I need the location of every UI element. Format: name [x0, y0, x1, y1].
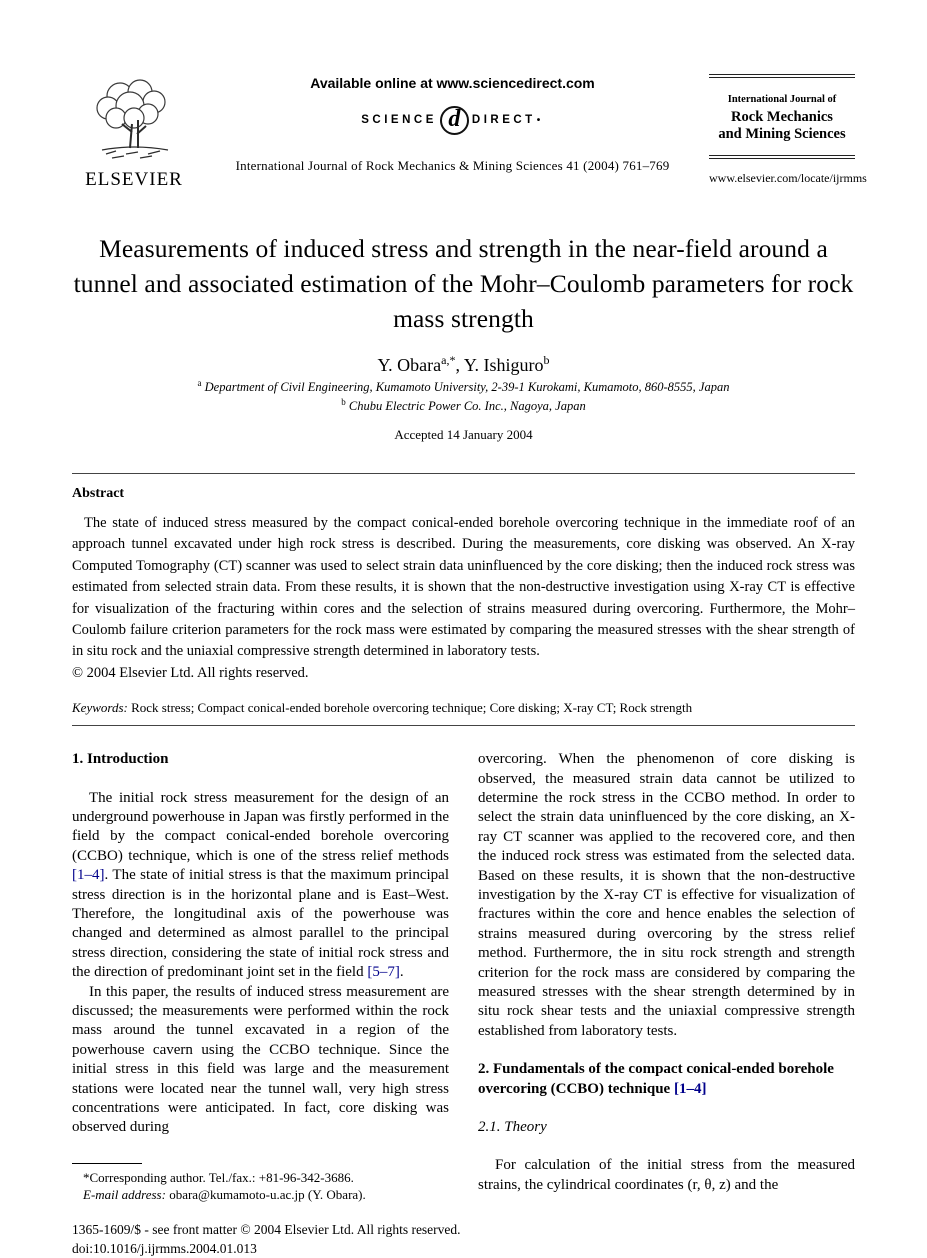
sciencedirect-d-icon: d — [440, 106, 469, 135]
imprint-footer — [72, 1220, 855, 1258]
abstract-top-rule — [72, 473, 855, 474]
journal-box-line3: and Mining Sciences — [718, 126, 846, 142]
intro-paragraph-1: The initial rock stress measurement for the design of an underground powerhouse in Japan was firstly performed in the field by the compact conical-ended borehole overcoring (CCBO) technique, which is one of the stress relief methods [1–4]. The state of initial stress is that the maximum principal stress direction is in the horizontal plane and is East–West. Therefore, the longitudinal axis of the powerhouse was changed and determined as almost parallel to the principal stress direction, considering the state of initial rock stress and the direction of predominant joint set in the field [5–7]. — [72, 789, 449, 981]
right-column — [478, 750, 855, 1207]
journal-box-line2: Rock Mechanics — [731, 109, 833, 125]
doi-line: doi:10.1016/j.ijrmms.2004.01.013 — [72, 1241, 257, 1257]
authors-line — [72, 353, 855, 376]
sciencedirect-direct-text: DIRECT — [471, 114, 536, 126]
corresponding-author-footnote — [72, 1163, 449, 1207]
section-2-1-heading: 2.1. Theory — [478, 1119, 547, 1136]
citation-link[interactable]: [1–4] — [673, 1080, 707, 1097]
email-label: E-mail address: — [83, 1186, 166, 1202]
intro-paragraph-2: In this paper, the results of induced stress measurement are discussed; the measurements were performed within the rock mass around the tunnel excavated in a region of the powerhouse cavern using the CCBO technique. Since the initial stress in this field was large and the measurement stations were located near the tunnel wall, very high stress concentrations were anticipated. In fact, core disking was observed during — [72, 983, 449, 1136]
elsevier-wordmark: ELSEVIER — [85, 169, 183, 190]
author-2: , Y. Ishiguro — [455, 354, 544, 375]
author-1: Y. Obara — [377, 354, 442, 375]
citation-link[interactable]: [1–4] — [72, 867, 105, 884]
keywords-label: Keywords: — [72, 700, 128, 716]
sciencedirect-science-text: SCIENCE — [361, 114, 437, 126]
journal-website-link: www.elsevier.com/locate/ijrmms — [709, 171, 867, 185]
section-1-heading: 1. Introduction — [72, 751, 169, 768]
keywords-line — [72, 700, 855, 716]
body-columns — [72, 750, 855, 1207]
affiliation-b — [72, 397, 855, 414]
keywords-bottom-rule — [72, 725, 855, 726]
page-header — [72, 74, 867, 191]
affiliation-a — [72, 378, 855, 395]
citation-link[interactable]: [5–7] — [367, 964, 400, 981]
affiliation-b-text: Chubu Electric Power Co. Inc., Nagoya, Japan — [348, 398, 586, 413]
header-right — [709, 74, 867, 186]
intro-paragraph-continued: overcoring. When the phenomenon of core disking is observed, the measured strain data cannot be utilized to determine the rock stress in the CCBO method. In order to select the strain data uninfluenced by the core disking, an X-ray CT scanner was applied to the recovered core, and then the induced rock stress was estimated from the selected data. Based on these results, it is shown that the non-destructive investigation by the X-ray CT is effective for visualization of fractures within the core and hence enables the selection of strains measured during overcoring by the stress relief method. Furthermore, the in situ rock strength and strength criterion for the rock mass are considered by comparing the measured stresses with the shear strength determined by in situ rock shear tests and the uniaxial compressive strength established from laboratory tests. — [478, 751, 855, 1039]
abstract-text: The state of induced stress measured by the compact conical-ended borehole overcoring technique in the immediate roof of an approach tunnel excavated under high rock stress is described. During the measurements, core disking was observed. An X-ray Computed Tomography (CT) scanner was used to select strain data uninfluenced by the core disking; then the induced rock stress was estimated from selected strain data. From these results, it is shown that the non-destructive investigation using X-ray CT is effective for visualization of the fracturing within cores and the selection of strains measured during overcoring. Furthermore, the Mohr–Coulomb failure criterion parameters for the rock mass were estimated by comparing the measured stresses with the shear strength of in situ rock and the uniaxial compressive strength determined in laboratory tests. — [72, 514, 855, 660]
journal-title-box — [709, 74, 855, 159]
abstract-copyright: © 2004 Elsevier Ltd. All rights reserved. — [72, 664, 309, 681]
author-1-affiliation-mark: a,* — [441, 352, 456, 367]
footnote-tel-line: *Corresponding author. Tel./fax.: +81-96-342-3686. — [83, 1170, 354, 1186]
journal-citation-line: International Journal of Rock Mechanics & Mining Sciences 41 (2004) 761–769 — [235, 158, 670, 173]
section-2-heading: 2. Fundamentals of the compact conical-ended borehole overcoring (CCBO) technique [1–4] — [478, 1061, 834, 1097]
author-2-affiliation-mark: b — [543, 352, 550, 367]
footnote-rule — [72, 1163, 142, 1164]
elsevier-logo — [72, 74, 196, 191]
elsevier-tree-icon — [82, 74, 186, 162]
theory-paragraph-1: For calculation of the initial stress from the measured strains, the cylindrical coordinates (r, θ, z) and the — [478, 1157, 855, 1193]
sciencedirect-dot: • — [536, 114, 544, 126]
available-online-text: Available online at www.sciencedirect.com — [310, 75, 595, 91]
keywords-text: Rock stress; Compact conical-ended borehole overcoring technique; Core disking; X-ray CT; Rock strength — [127, 700, 693, 716]
affiliation-b-mark: b — [341, 396, 346, 407]
footnote-email-line — [72, 1187, 449, 1204]
email-address: obara@kumamoto-u.ac.jp (Y. Obara). — [165, 1186, 366, 1202]
accepted-date: Accepted 14 January 2004 — [394, 426, 533, 442]
affiliation-a-text: Department of Civil Engineering, Kumamoto University, 2-39-1 Kurokami, Kumamoto, 860-8555, Japan — [204, 379, 730, 394]
affiliation-a-mark: a — [197, 377, 202, 388]
issn-copyright-line: 1365-1609/$ - see front matter © 2004 Elsevier Ltd. All rights reserved. — [72, 1222, 461, 1238]
sciencedirect-logo — [196, 100, 709, 140]
article-title: Measurements of induced stress and strength in the near-field around a tunnel and associated estimation of the Mohr–Coulomb parameters for rock mass strength — [73, 234, 854, 334]
header-center — [196, 74, 709, 174]
left-column — [72, 750, 449, 1207]
abstract-heading: Abstract — [72, 485, 125, 501]
journal-box-line1: International Journal of — [727, 94, 837, 105]
